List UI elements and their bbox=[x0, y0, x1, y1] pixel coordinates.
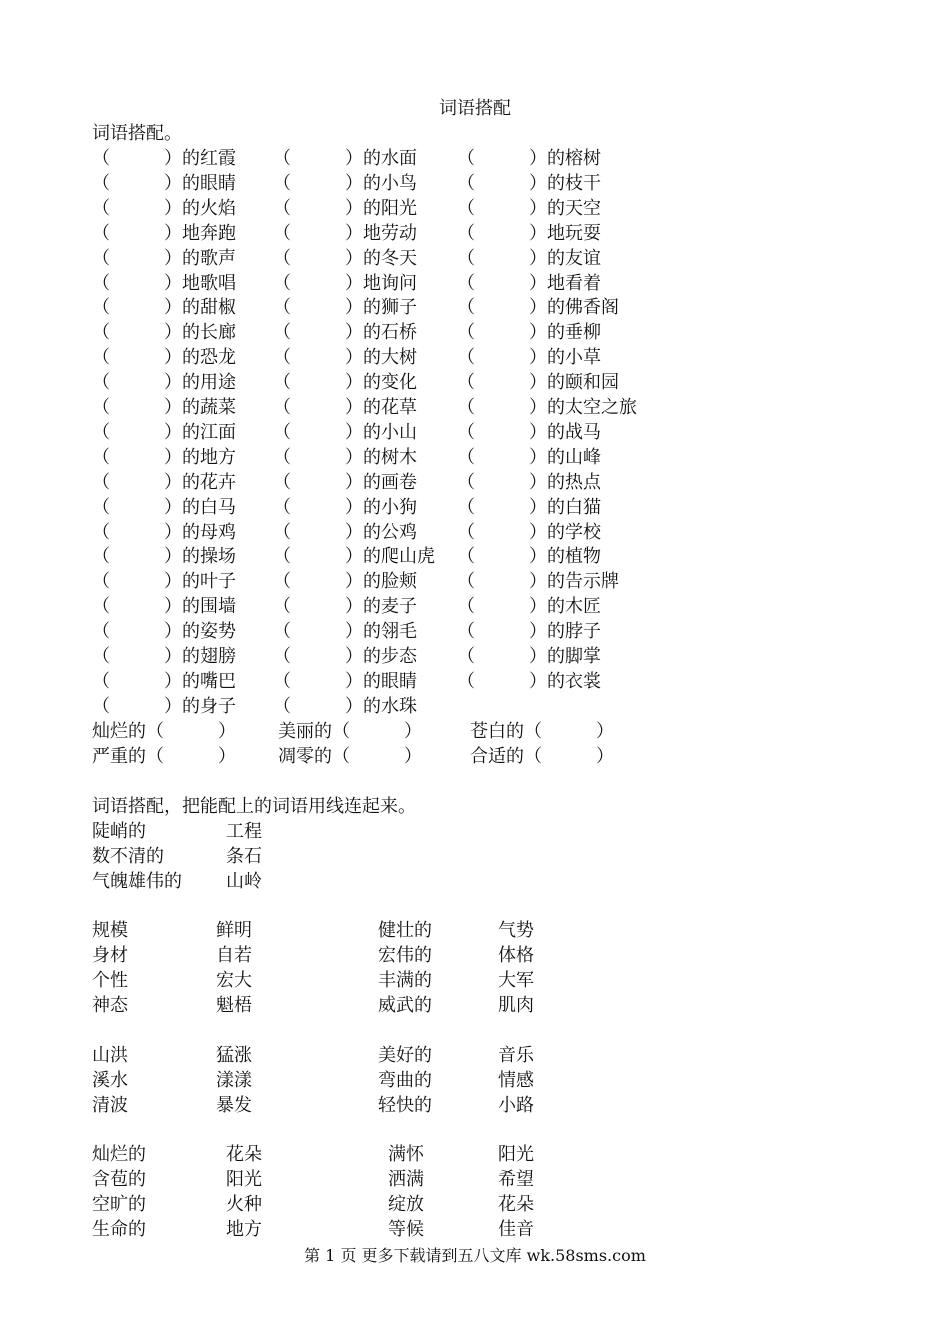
match-row-cell: 气势 bbox=[498, 920, 534, 941]
fill-in-row-cell: （ ）的长廊 bbox=[92, 322, 236, 344]
fill-in-row bbox=[0, 569, 950, 594]
match-row-cell: 地方 bbox=[226, 1219, 262, 1240]
match-row-cell: 音乐 bbox=[498, 1045, 534, 1066]
fill-in-row-cell: （ ）地劳动 bbox=[273, 222, 417, 244]
match-row-cell: 暴发 bbox=[216, 1095, 252, 1116]
match-row-cell: 洒满 bbox=[388, 1169, 424, 1190]
fill-in-row-cell: （ ）的翅膀 bbox=[92, 646, 236, 667]
match-row bbox=[0, 1093, 950, 1118]
fill-in-row-cell: （ ）的歌声 bbox=[92, 247, 236, 269]
fill-in-row-cell: （ ）的木匠 bbox=[457, 596, 601, 618]
match-row-cell: 身材 bbox=[92, 945, 128, 966]
fill-in-row-cell: （ ）的麦子 bbox=[273, 596, 417, 618]
fill-in-row-cell: （ ）的翎毛 bbox=[273, 621, 417, 643]
fill-in-row-cell: （ ）的母鸡 bbox=[92, 521, 236, 543]
fill-in-row-cell: （ ）的眼睛 bbox=[92, 172, 236, 194]
match-row-cell: 绽放 bbox=[388, 1194, 424, 1215]
fill-in-row bbox=[0, 146, 950, 171]
fill-in-row-cell: （ ）的树木 bbox=[273, 446, 417, 468]
fill-in-row bbox=[0, 495, 950, 520]
match-row bbox=[0, 819, 950, 844]
fill-in-row-cell: （ ）的脚掌 bbox=[457, 646, 601, 667]
fill-in-row-cell: （ ）的步态 bbox=[273, 646, 417, 667]
fill-in-row-cell: （ ）的水面 bbox=[273, 148, 417, 169]
match-row-cell: 大军 bbox=[498, 970, 534, 991]
section2-heading: 词语搭配，把能配上的词语用线连起来。 bbox=[92, 796, 416, 817]
fill-in-row-cell: （ ）的嘴巴 bbox=[92, 670, 236, 692]
fill-in-row-cell: （ ）的红霞 bbox=[92, 148, 236, 169]
fill-in-row bbox=[0, 619, 950, 644]
match-row-cell: 花朵 bbox=[226, 1144, 262, 1165]
match-row bbox=[0, 1043, 950, 1068]
fill-in-row bbox=[0, 320, 950, 345]
match-row-cell: 健壮的 bbox=[378, 920, 432, 941]
fill-in-row-cell: （ ）地奔跑 bbox=[92, 222, 236, 244]
match-row bbox=[0, 1068, 950, 1093]
match-row-cell: 气魄雄伟的 bbox=[92, 871, 182, 892]
fill-in-row-cell: （ ）的太空之旅 bbox=[457, 397, 637, 418]
match-row bbox=[0, 943, 950, 968]
fill-in-row bbox=[0, 594, 950, 619]
fill-in-row-cell: （ ）的白猫 bbox=[457, 496, 601, 518]
match-row-cell: 阳光 bbox=[498, 1144, 534, 1165]
fill-in-row bbox=[0, 544, 950, 569]
fill-in-row-cell: （ ）的友谊 bbox=[457, 247, 601, 269]
match-row bbox=[0, 1192, 950, 1217]
match-row-cell: 山洪 bbox=[92, 1045, 128, 1066]
fill-in-row bbox=[0, 221, 950, 246]
page-footer: 第 1 页 更多下载请到五八文库 wk.58sms.com bbox=[304, 1246, 646, 1265]
match-row-cell: 山岭 bbox=[226, 871, 262, 892]
pair-row-cell: 美丽的（ ） bbox=[278, 721, 422, 742]
fill-in-row-cell: （ ）地看着 bbox=[457, 272, 601, 294]
fill-in-row bbox=[0, 470, 950, 495]
match-row-cell: 空旷的 bbox=[92, 1194, 146, 1215]
fill-in-row bbox=[0, 196, 950, 221]
fill-in-row-cell: （ ）的围墙 bbox=[92, 596, 236, 618]
match-row bbox=[0, 1142, 950, 1167]
fill-in-row-cell: （ ）的学校 bbox=[457, 521, 601, 543]
fill-in-row-cell: （ ）的花卉 bbox=[92, 471, 236, 493]
fill-in-row-cell: （ ）的蔬菜 bbox=[92, 397, 236, 418]
match-row-cell: 满怀 bbox=[388, 1144, 424, 1165]
pair-row-cell: 严重的（ ） bbox=[92, 746, 236, 767]
fill-in-row-cell: （ ）的植物 bbox=[457, 546, 601, 568]
fill-in-row bbox=[0, 395, 950, 420]
match-row-cell: 丰满的 bbox=[378, 970, 432, 991]
fill-in-row-cell: （ ）的水珠 bbox=[273, 695, 417, 717]
fill-in-row-cell: （ ）的天空 bbox=[457, 197, 601, 219]
match-row bbox=[0, 968, 950, 993]
fill-in-row-cell: （ ）的山峰 bbox=[457, 446, 601, 468]
fill-in-row-cell: （ ）地玩耍 bbox=[457, 222, 601, 244]
match-row-cell: 肌肉 bbox=[498, 995, 534, 1016]
fill-in-row-cell: （ ）的眼睛 bbox=[273, 670, 417, 692]
match-row-cell: 鲜明 bbox=[216, 920, 252, 941]
match-row-cell: 溪水 bbox=[92, 1070, 128, 1091]
fill-in-row bbox=[0, 246, 950, 271]
match-row bbox=[0, 1217, 950, 1242]
match-row-cell: 佳音 bbox=[498, 1219, 534, 1240]
pair-row bbox=[0, 744, 950, 769]
match-row-cell: 希望 bbox=[498, 1169, 534, 1190]
pair-row-cell: 苍白的（ ） bbox=[470, 721, 614, 742]
fill-in-row bbox=[0, 669, 950, 694]
fill-in-row-cell: （ ）的热点 bbox=[457, 471, 601, 493]
fill-in-row-cell: （ ）地询问 bbox=[273, 272, 417, 294]
match-row-cell: 花朵 bbox=[498, 1194, 534, 1215]
page-title: 词语搭配 bbox=[439, 98, 511, 119]
fill-in-row-cell: （ ）的小草 bbox=[457, 347, 601, 369]
pair-row-cell: 合适的（ ） bbox=[470, 746, 614, 767]
fill-in-row-cell: （ ）的恐龙 bbox=[92, 347, 236, 369]
fill-in-row-cell: （ ）的狮子 bbox=[273, 297, 417, 319]
fill-in-row-cell: （ ）的衣裳 bbox=[457, 670, 601, 692]
match-row bbox=[0, 1167, 950, 1192]
match-row-cell: 生命的 bbox=[92, 1219, 146, 1240]
match-row-cell: 数不清的 bbox=[92, 846, 164, 867]
section1-heading: 词语搭配。 bbox=[92, 123, 182, 144]
fill-in-row bbox=[0, 370, 950, 395]
match-row-cell: 漾漾 bbox=[216, 1070, 252, 1091]
fill-in-row-cell: （ ）的操场 bbox=[92, 546, 236, 568]
fill-in-row-cell: （ ）的小山 bbox=[273, 421, 417, 443]
fill-in-row-cell: （ ）的阳光 bbox=[273, 197, 417, 219]
match-row-cell: 等候 bbox=[388, 1219, 424, 1240]
match-row-cell: 轻快的 bbox=[378, 1095, 432, 1116]
match-row-cell: 情感 bbox=[498, 1070, 534, 1091]
match-row-cell: 条石 bbox=[226, 846, 262, 867]
match-row bbox=[0, 869, 950, 894]
fill-in-row bbox=[0, 420, 950, 445]
fill-in-row-cell: （ ）地歌唱 bbox=[92, 272, 236, 294]
match-row-cell: 宏伟的 bbox=[378, 945, 432, 966]
fill-in-row-cell: （ ）的叶子 bbox=[92, 571, 236, 593]
fill-in-row bbox=[0, 644, 950, 669]
fill-in-row-cell: （ ）的变化 bbox=[273, 372, 417, 394]
fill-in-row-cell: （ ）的石桥 bbox=[273, 322, 417, 344]
fill-in-row-cell: （ ）的白马 bbox=[92, 496, 236, 518]
fill-in-row-cell: （ ）的战马 bbox=[457, 421, 601, 443]
fill-in-row bbox=[0, 345, 950, 370]
pair-row-cell: 灿烂的（ ） bbox=[92, 721, 236, 742]
match-row-cell: 弯曲的 bbox=[378, 1070, 432, 1091]
fill-in-row-cell: （ ）的榕树 bbox=[457, 148, 601, 169]
fill-in-row-cell: （ ）的告示牌 bbox=[457, 571, 619, 593]
match-row-cell: 阳光 bbox=[226, 1169, 262, 1190]
match-row bbox=[0, 844, 950, 869]
fill-in-row bbox=[0, 445, 950, 470]
match-row-cell: 猛涨 bbox=[216, 1045, 252, 1066]
fill-in-row-cell: （ ）的垂柳 bbox=[457, 322, 601, 344]
fill-in-row bbox=[0, 271, 950, 296]
fill-in-row-cell: （ ）的甜椒 bbox=[92, 297, 236, 319]
fill-in-row bbox=[0, 171, 950, 196]
match-row-cell: 自若 bbox=[216, 945, 252, 966]
match-row bbox=[0, 918, 950, 943]
fill-in-row-cell: （ ）的冬天 bbox=[273, 247, 417, 269]
fill-in-row-cell: （ ）的火焰 bbox=[92, 197, 236, 219]
match-row-cell: 灿烂的 bbox=[92, 1144, 146, 1165]
match-row-cell: 含苞的 bbox=[92, 1169, 146, 1190]
fill-in-row-cell: （ ）的枝干 bbox=[457, 172, 601, 194]
match-row-cell: 小路 bbox=[498, 1095, 534, 1116]
fill-in-row bbox=[0, 520, 950, 545]
fill-in-row-cell: （ ）的大树 bbox=[273, 347, 417, 369]
match-row-cell: 清波 bbox=[92, 1095, 128, 1116]
fill-in-row-cell: （ ）的颐和园 bbox=[457, 372, 619, 394]
fill-in-row bbox=[0, 694, 950, 719]
match-row-cell: 魁梧 bbox=[216, 995, 252, 1016]
match-row-cell: 陡峭的 bbox=[92, 821, 146, 842]
fill-in-row-cell: （ ）的小鸟 bbox=[273, 172, 417, 194]
fill-in-row-cell: （ ）的地方 bbox=[92, 446, 236, 468]
fill-in-row-cell: （ ）的身子 bbox=[92, 695, 236, 717]
match-row-cell: 神态 bbox=[92, 995, 128, 1016]
fill-in-row-cell: （ ）的姿势 bbox=[92, 621, 236, 643]
fill-in-row-cell: （ ）的爬山虎 bbox=[273, 546, 435, 568]
fill-in-row-cell: （ ）的用途 bbox=[92, 372, 236, 394]
match-row-cell: 个性 bbox=[92, 970, 128, 991]
fill-in-row-cell: （ ）的脸颊 bbox=[273, 571, 417, 593]
match-row-cell: 宏大 bbox=[216, 970, 252, 991]
pair-row bbox=[0, 719, 950, 744]
fill-in-row-cell: （ ）的画卷 bbox=[273, 471, 417, 493]
match-row-cell: 威武的 bbox=[378, 995, 432, 1016]
match-row bbox=[0, 993, 950, 1018]
match-row-cell: 火种 bbox=[226, 1194, 262, 1215]
fill-in-row-cell: （ ）的花草 bbox=[273, 397, 417, 418]
pair-row-cell: 凋零的（ ） bbox=[278, 746, 422, 767]
match-row-cell: 规模 bbox=[92, 920, 128, 941]
fill-in-row-cell: （ ）的公鸡 bbox=[273, 521, 417, 543]
fill-in-row-cell: （ ）的小狗 bbox=[273, 496, 417, 518]
fill-in-row-cell: （ ）的脖子 bbox=[457, 621, 601, 643]
fill-in-row-cell: （ ）的江面 bbox=[92, 421, 236, 443]
match-row-cell: 工程 bbox=[226, 821, 262, 842]
match-row-cell: 体格 bbox=[498, 945, 534, 966]
fill-in-row bbox=[0, 295, 950, 320]
fill-in-row-cell: （ ）的佛香阁 bbox=[457, 297, 619, 319]
match-row-cell: 美好的 bbox=[378, 1045, 432, 1066]
